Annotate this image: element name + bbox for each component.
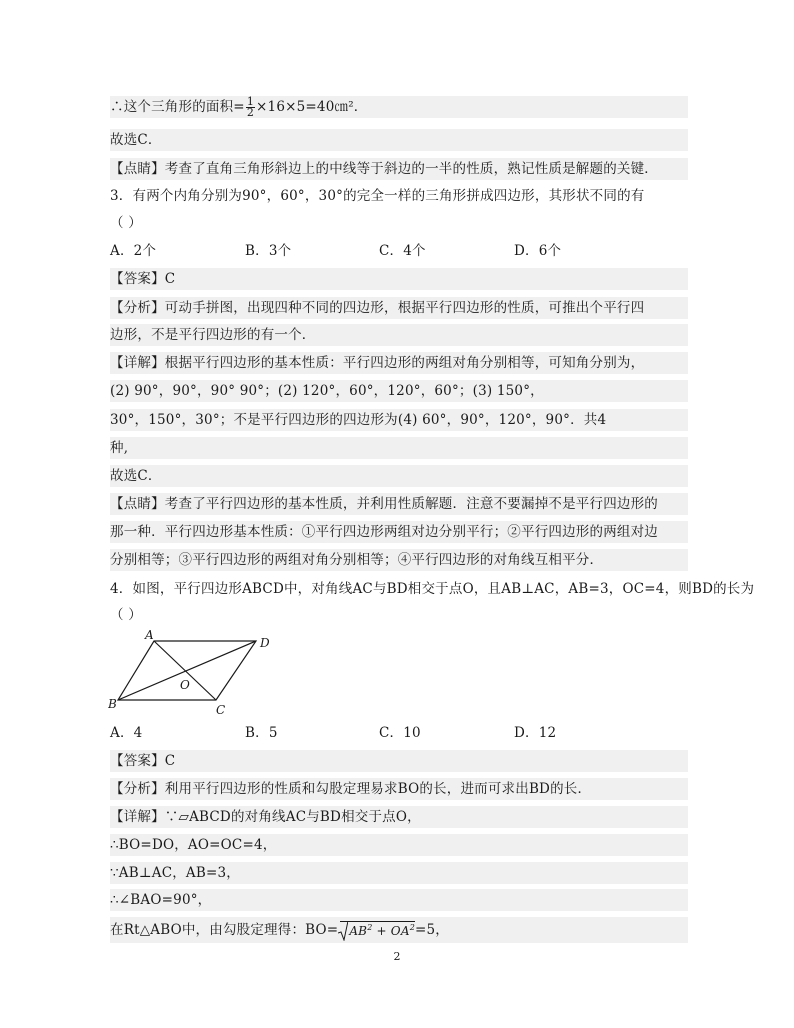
option-b: B．3个 bbox=[245, 243, 292, 259]
question-3-detail-4: 种, bbox=[110, 437, 688, 459]
question-3-note-2: 那一种．平行四边形基本性质：①平行四边形两组对边分别平行；②平行四边形的两组对边 bbox=[110, 521, 688, 543]
question-4-answer: 【答案】C bbox=[110, 750, 688, 772]
question-3-stem: 3．有两个内角分别为90°，60°，30°的完全一样的三角形拼成四边形，其形状不同的有 bbox=[110, 188, 645, 204]
plus-sign: + bbox=[372, 924, 391, 938]
question-3-options bbox=[110, 240, 688, 262]
center-label-o: O bbox=[180, 678, 190, 692]
square-root bbox=[340, 921, 415, 940]
question-4-detail-1: 【详解】∵▱ABCD的对角线AC与BD相交于点O， bbox=[110, 806, 688, 828]
option-d: D．6个 bbox=[514, 243, 562, 259]
parallelogram-diagram bbox=[108, 626, 288, 718]
vertex-label-a: A bbox=[145, 628, 154, 642]
radicand-term-b: OA bbox=[390, 924, 410, 938]
question-3-paren: （ ） bbox=[110, 215, 142, 231]
fraction-denominator: 2 bbox=[246, 106, 255, 119]
question-4-detail-4: ∴∠BAO=90°， bbox=[110, 889, 688, 911]
fraction-numerator: 1 bbox=[246, 95, 255, 108]
vertex-label-b: B bbox=[108, 697, 117, 711]
question-3-detail-1: 【详解】根据平行四边形的基本性质：平行四边形的两组对角分别相等，可知角分别为， bbox=[110, 352, 688, 374]
question-3-analysis-1: 【分析】可动手拼图，出现四种不同的四边形，根据平行四边形的性质，可推出个平行四 bbox=[110, 297, 688, 319]
question-4-detail-5 bbox=[110, 917, 688, 943]
question-4-analysis: 【分析】利用平行四边形的性质和勾股定理易求BO的长，进而可求出BD的长． bbox=[110, 778, 688, 800]
option-a: A．2个 bbox=[110, 243, 157, 259]
option-b: B．5 bbox=[245, 725, 278, 741]
question-3-detail-3: 30°，150°，30°；不是平行四边形的四边形为(4) 60°，90°，120°，90°．共4 bbox=[110, 409, 688, 431]
page-number: 2 bbox=[393, 950, 401, 963]
option-c: C．4个 bbox=[379, 243, 426, 259]
fraction bbox=[246, 97, 255, 118]
question-4-paren: （ ） bbox=[110, 607, 142, 623]
area-conclusion-line bbox=[110, 96, 688, 118]
question-4-options bbox=[110, 722, 688, 744]
question-4-detail-3: ∵AB⊥AC，AB=3， bbox=[110, 862, 688, 884]
note-line-1: 【点睛】考查了直角三角形斜边上的中线等于斜边的一半的性质，熟记性质是解题的关键． bbox=[110, 158, 688, 180]
choose-line-1: 故选C． bbox=[110, 129, 688, 151]
exponent: 2 bbox=[409, 923, 415, 932]
question-3-choose: 故选C． bbox=[110, 465, 688, 487]
text-span: 在Rt△ABO中，由勾股定理得：BO= bbox=[110, 922, 339, 938]
question-4-stem: 4．如图，平行四边形ABCD中，对角线AC与BD相交于点O，且AB⊥AC，AB=3，OC=4，则BD的长为 bbox=[110, 581, 755, 597]
question-3-answer: 【答案】C bbox=[110, 268, 688, 290]
vertex-label-d: D bbox=[260, 636, 270, 650]
exponent: 2 bbox=[367, 923, 373, 932]
question-3-analysis-2: 边形，不是平行四边形的有一个． bbox=[110, 324, 688, 346]
option-c: C．10 bbox=[379, 725, 421, 741]
radicand-term-a: AB bbox=[349, 924, 368, 938]
question-3-detail-2: (2) 90°，90°，90° 90°；(2) 120°，60°，120°，60°；(3) 150°， bbox=[110, 380, 688, 402]
option-d: D．12 bbox=[514, 725, 557, 741]
text-span: ×16×5=40㎝²． bbox=[256, 99, 368, 115]
question-4-detail-2: ∴BO=DO，AO=OC=4， bbox=[110, 834, 688, 856]
text-span: ∴这个三角形的面积= bbox=[110, 99, 245, 115]
vertex-label-c: C bbox=[216, 703, 226, 717]
question-3-note-3: 分别相等；③平行四边形的两组对角分别相等；④平行四边形的对角线互相平分． bbox=[110, 549, 688, 571]
question-3-note-1: 【点睛】考查了平行四边形的基本性质，并利用性质解题．注意不要漏掉不是平行四边形的 bbox=[110, 493, 688, 515]
radical-sign bbox=[338, 921, 348, 941]
text-span: =5， bbox=[415, 922, 450, 938]
option-a: A．4 bbox=[110, 725, 143, 741]
